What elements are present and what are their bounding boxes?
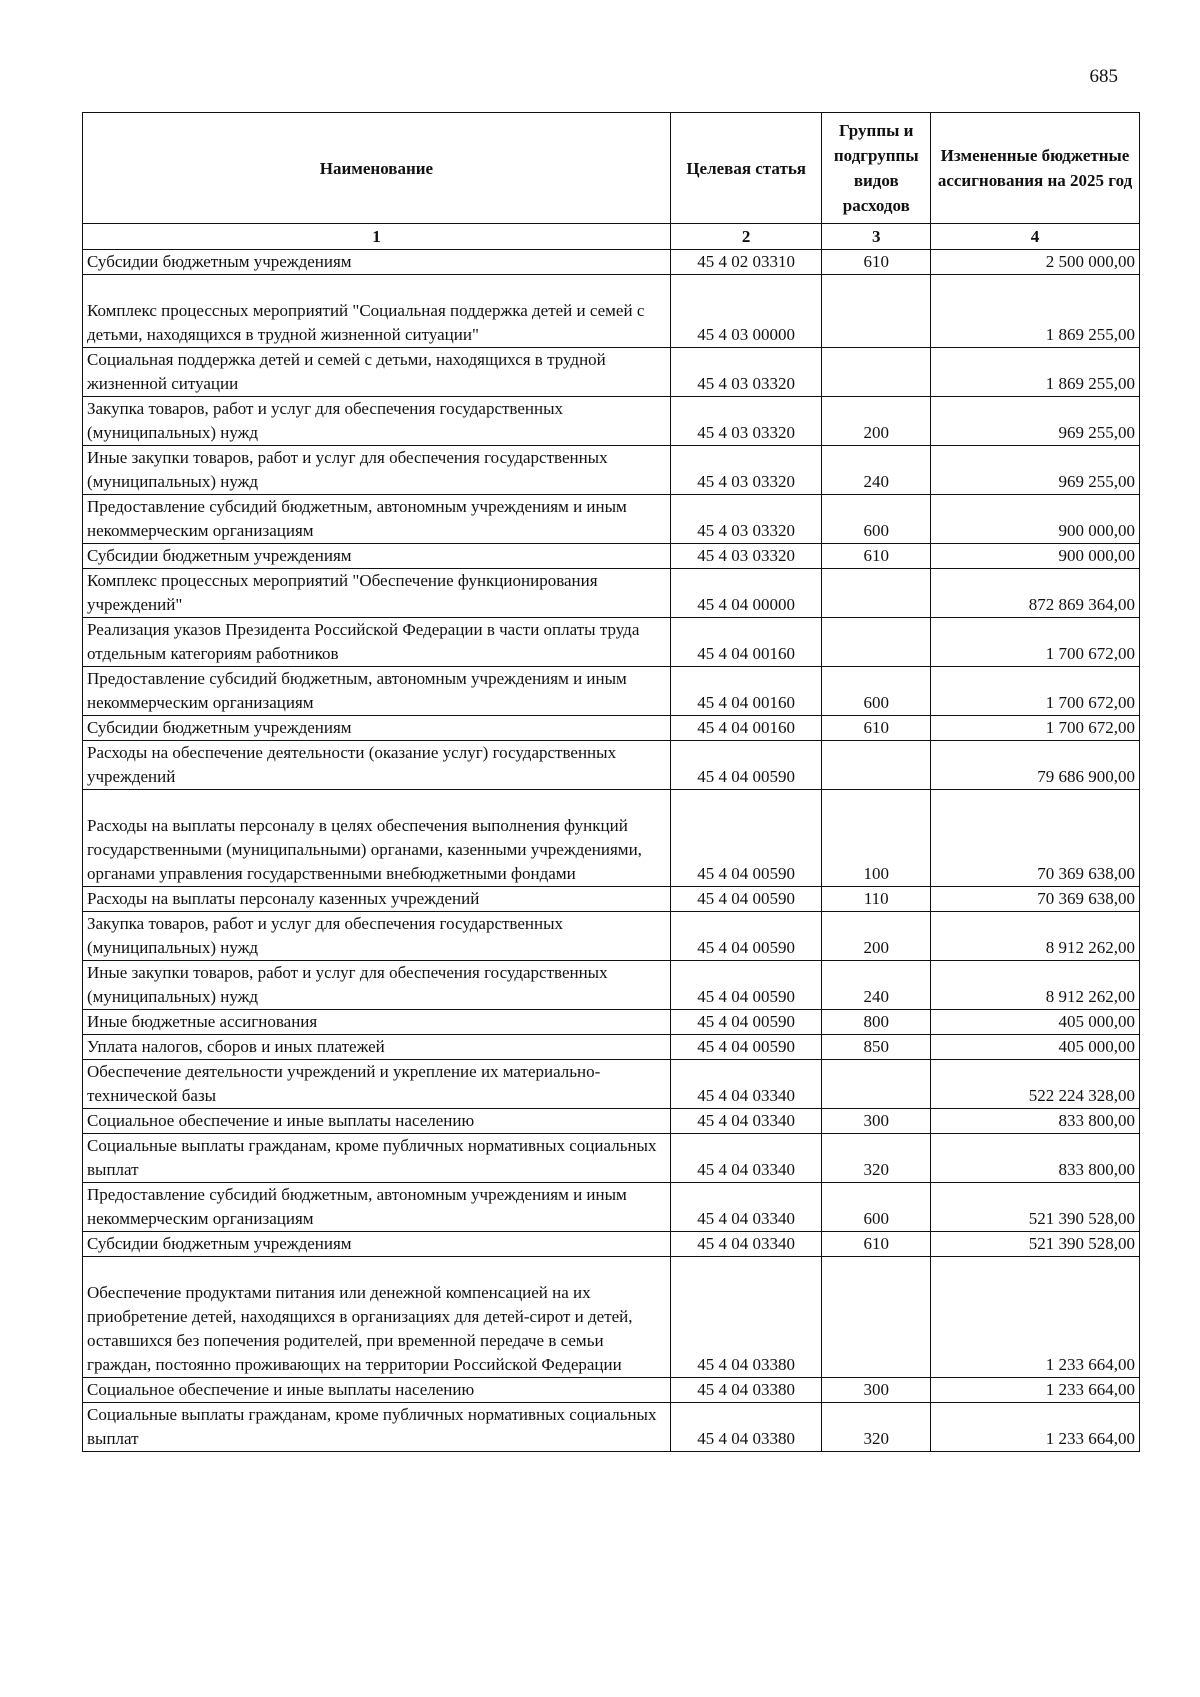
header-expense-groups: Группы и подгруппы видов расходов (822, 113, 931, 224)
row-name-cell (83, 544, 671, 569)
column-number: 4 (931, 224, 1140, 250)
row-target-article: 45 4 04 00590 (670, 887, 822, 912)
row-target-article: 45 4 04 00590 (670, 912, 822, 961)
row-name-cell (83, 397, 671, 446)
row-expense-group: 610 (822, 716, 931, 741)
budget-allocation-table (82, 112, 1140, 1452)
row-target-article: 45 4 04 00590 (670, 741, 822, 790)
table-row (83, 741, 1140, 790)
row-target-article: 45 4 04 00590 (670, 1010, 822, 1035)
table-header-row (83, 113, 1140, 224)
page-number: 685 (1089, 66, 1118, 87)
row-amount: 405 000,00 (931, 1010, 1140, 1035)
row-amount: 2 500 000,00 (931, 250, 1140, 275)
row-name: Социальные выплаты гражданам, кроме публичных нормативных социальных выплат (87, 1405, 657, 1448)
table-row (83, 275, 1140, 348)
row-name-cell (83, 741, 671, 790)
row-name: Предоставление субсидий бюджетным, автономным учреждениям и иным некоммерческим организациям (87, 497, 627, 540)
row-target-article: 45 4 03 03320 (670, 397, 822, 446)
row-name: Расходы на выплаты персоналу казенных учреждений (87, 889, 480, 908)
row-name-cell (83, 275, 671, 348)
table-row (83, 716, 1140, 741)
row-target-article: 45 4 03 00000 (670, 275, 822, 348)
row-target-article: 45 4 03 03320 (670, 446, 822, 495)
row-expense-group: 600 (822, 667, 931, 716)
row-expense-group: 850 (822, 1035, 931, 1060)
row-amount: 833 800,00 (931, 1134, 1140, 1183)
row-name: Субсидии бюджетным учреждениям (87, 252, 352, 271)
row-name-cell (83, 250, 671, 275)
row-name-cell (83, 887, 671, 912)
row-name: Субсидии бюджетным учреждениям (87, 1234, 352, 1253)
row-name: Субсидии бюджетным учреждениям (87, 718, 352, 737)
row-amount: 8 912 262,00 (931, 961, 1140, 1010)
row-name: Расходы на обеспечение деятельности (оказание услуг) государственных учреждений (87, 743, 617, 786)
column-number: 3 (822, 224, 931, 250)
row-target-article: 45 4 03 03320 (670, 495, 822, 544)
row-name: Реализация указов Президента Российской Федерации в части оплаты труда отдельным категориям работников (87, 620, 640, 663)
row-expense-group: 320 (822, 1403, 931, 1452)
row-name-cell (83, 1257, 671, 1378)
column-number-row (83, 224, 1140, 250)
row-expense-group: 200 (822, 912, 931, 961)
row-target-article: 45 4 04 03340 (670, 1109, 822, 1134)
row-name-cell (83, 1403, 671, 1452)
row-amount: 969 255,00 (931, 397, 1140, 446)
row-amount: 1 700 672,00 (931, 716, 1140, 741)
row-amount: 70 369 638,00 (931, 887, 1140, 912)
row-name-cell (83, 1109, 671, 1134)
row-amount: 8 912 262,00 (931, 912, 1140, 961)
row-amount: 1 233 664,00 (931, 1403, 1140, 1452)
row-amount: 521 390 528,00 (931, 1183, 1140, 1232)
row-target-article: 45 4 04 00160 (670, 618, 822, 667)
table-body (83, 250, 1140, 1452)
row-expense-group (822, 1257, 931, 1378)
row-target-article: 45 4 04 03380 (670, 1403, 822, 1452)
row-name-cell (83, 1134, 671, 1183)
row-expense-group: 600 (822, 495, 931, 544)
row-expense-group: 110 (822, 887, 931, 912)
row-expense-group: 300 (822, 1109, 931, 1134)
row-name: Иные бюджетные ассигнования (87, 1012, 318, 1031)
row-target-article: 45 4 04 03340 (670, 1183, 822, 1232)
row-amount: 1 233 664,00 (931, 1257, 1140, 1378)
row-name: Субсидии бюджетным учреждениям (87, 546, 352, 565)
row-name-cell (83, 1010, 671, 1035)
table-row (83, 618, 1140, 667)
row-name: Расходы на выплаты персоналу в целях обеспечения выполнения функций государственными (муниципальными) органами, казенными учреждениями, органами управления государственными внебюджетными фондами (87, 816, 642, 883)
row-name: Обеспечение деятельности учреждений и укрепление их материально-технической базы (87, 1062, 601, 1105)
row-name-cell (83, 912, 671, 961)
row-name-cell (83, 348, 671, 397)
row-expense-group (822, 618, 931, 667)
row-name-cell (83, 1060, 671, 1109)
table-row (83, 887, 1140, 912)
row-target-article: 45 4 04 03340 (670, 1232, 822, 1257)
table-row (83, 1232, 1140, 1257)
row-target-article: 45 4 02 03310 (670, 250, 822, 275)
row-name-cell (83, 618, 671, 667)
column-number: 2 (670, 224, 822, 250)
row-expense-group: 240 (822, 961, 931, 1010)
row-target-article: 45 4 04 03380 (670, 1378, 822, 1403)
table-row (83, 790, 1140, 887)
row-name-cell (83, 961, 671, 1010)
row-expense-group: 610 (822, 544, 931, 569)
row-target-article: 45 4 04 00160 (670, 667, 822, 716)
row-expense-group (822, 1060, 931, 1109)
table-row (83, 1035, 1140, 1060)
row-name-cell (83, 1183, 671, 1232)
row-target-article: 45 4 04 03380 (670, 1257, 822, 1378)
row-name: Закупка товаров, работ и услуг для обеспечения государственных (муниципальных) нужд (87, 914, 564, 957)
row-name: Предоставление субсидий бюджетным, автономным учреждениям и иным некоммерческим организациям (87, 1185, 627, 1228)
row-amount: 1 869 255,00 (931, 275, 1140, 348)
row-expense-group: 300 (822, 1378, 931, 1403)
row-name: Социальная поддержка детей и семей с детьми, находящихся в трудной жизненной ситуации (87, 350, 606, 393)
table-row (83, 397, 1140, 446)
row-name-cell (83, 446, 671, 495)
row-expense-group: 320 (822, 1134, 931, 1183)
row-expense-group: 800 (822, 1010, 931, 1035)
row-name: Закупка товаров, работ и услуг для обеспечения государственных (муниципальных) нужд (87, 399, 564, 442)
row-amount: 1 700 672,00 (931, 618, 1140, 667)
row-name: Иные закупки товаров, работ и услуг для обеспечения государственных (муниципальных) нужд (87, 963, 608, 1006)
table-row (83, 912, 1140, 961)
row-expense-group: 610 (822, 250, 931, 275)
row-amount: 522 224 328,00 (931, 1060, 1140, 1109)
row-name: Предоставление субсидий бюджетным, автономным учреждениям и иным некоммерческим организациям (87, 669, 627, 712)
table-row (83, 1257, 1140, 1378)
row-amount: 405 000,00 (931, 1035, 1140, 1060)
row-amount: 900 000,00 (931, 495, 1140, 544)
table-row (83, 446, 1140, 495)
table-row (83, 1060, 1140, 1109)
row-name-cell (83, 667, 671, 716)
table-row (83, 569, 1140, 618)
row-name: Комплекс процессных мероприятий "Обеспечение функционирования учреждений" (87, 571, 598, 614)
row-name-cell (83, 716, 671, 741)
header-name: Наименование (83, 113, 671, 224)
row-expense-group: 600 (822, 1183, 931, 1232)
row-amount: 833 800,00 (931, 1109, 1140, 1134)
row-name: Комплекс процессных мероприятий "Социальная поддержка детей и семей с детьми, находящихся в трудной жизненной ситуации" (87, 301, 645, 344)
row-target-article: 45 4 04 00590 (670, 1035, 822, 1060)
row-target-article: 45 4 04 00000 (670, 569, 822, 618)
row-name: Социальное обеспечение и иные выплаты населению (87, 1111, 475, 1130)
row-name: Обеспечение продуктами питания или денежной компенсацией на их приобретение детей, находящихся в организациях для детей-сирот и детей, оставшихся без попечения родителей, при временной передаче в семьи граждан, постоянно проживающих на территории Российской Федерации (87, 1283, 633, 1374)
header-amount-2025: Измененные бюджетные ассигнования на 2025 год (931, 113, 1140, 224)
row-amount: 521 390 528,00 (931, 1232, 1140, 1257)
row-target-article: 45 4 04 03340 (670, 1060, 822, 1109)
row-expense-group: 240 (822, 446, 931, 495)
table-row (83, 348, 1140, 397)
row-name: Уплата налогов, сборов и иных платежей (87, 1037, 385, 1056)
row-expense-group (822, 741, 931, 790)
table-row (83, 1403, 1140, 1452)
row-name-cell (83, 495, 671, 544)
row-target-article: 45 4 03 03320 (670, 348, 822, 397)
table-row (83, 250, 1140, 275)
row-expense-group: 200 (822, 397, 931, 446)
row-target-article: 45 4 04 00590 (670, 961, 822, 1010)
row-name-cell (83, 790, 671, 887)
row-expense-group: 100 (822, 790, 931, 887)
table-row (83, 961, 1140, 1010)
row-amount: 1 869 255,00 (931, 348, 1140, 397)
row-amount: 1 700 672,00 (931, 667, 1140, 716)
row-name: Социальное обеспечение и иные выплаты населению (87, 1380, 475, 1399)
table-row (83, 544, 1140, 569)
table-row (83, 1378, 1140, 1403)
row-name-cell (83, 569, 671, 618)
row-target-article: 45 4 04 00160 (670, 716, 822, 741)
row-target-article: 45 4 04 03340 (670, 1134, 822, 1183)
row-target-article: 45 4 03 03320 (670, 544, 822, 569)
table-row (83, 1010, 1140, 1035)
table-row (83, 1183, 1140, 1232)
row-name-cell (83, 1035, 671, 1060)
row-name-cell (83, 1232, 671, 1257)
row-expense-group: 610 (822, 1232, 931, 1257)
row-expense-group (822, 275, 931, 348)
row-amount: 900 000,00 (931, 544, 1140, 569)
row-name: Иные закупки товаров, работ и услуг для обеспечения государственных (муниципальных) нужд (87, 448, 608, 491)
column-number: 1 (83, 224, 671, 250)
row-expense-group (822, 569, 931, 618)
row-amount: 70 369 638,00 (931, 790, 1140, 887)
row-amount: 79 686 900,00 (931, 741, 1140, 790)
table-row (83, 667, 1140, 716)
row-name-cell (83, 1378, 671, 1403)
header-target-article: Целевая статья (670, 113, 822, 224)
row-name: Социальные выплаты гражданам, кроме публичных нормативных социальных выплат (87, 1136, 657, 1179)
row-amount: 1 233 664,00 (931, 1378, 1140, 1403)
row-target-article: 45 4 04 00590 (670, 790, 822, 887)
row-amount: 969 255,00 (931, 446, 1140, 495)
row-expense-group (822, 348, 931, 397)
table-row (83, 1109, 1140, 1134)
table-row (83, 1134, 1140, 1183)
table-row (83, 495, 1140, 544)
row-amount: 872 869 364,00 (931, 569, 1140, 618)
